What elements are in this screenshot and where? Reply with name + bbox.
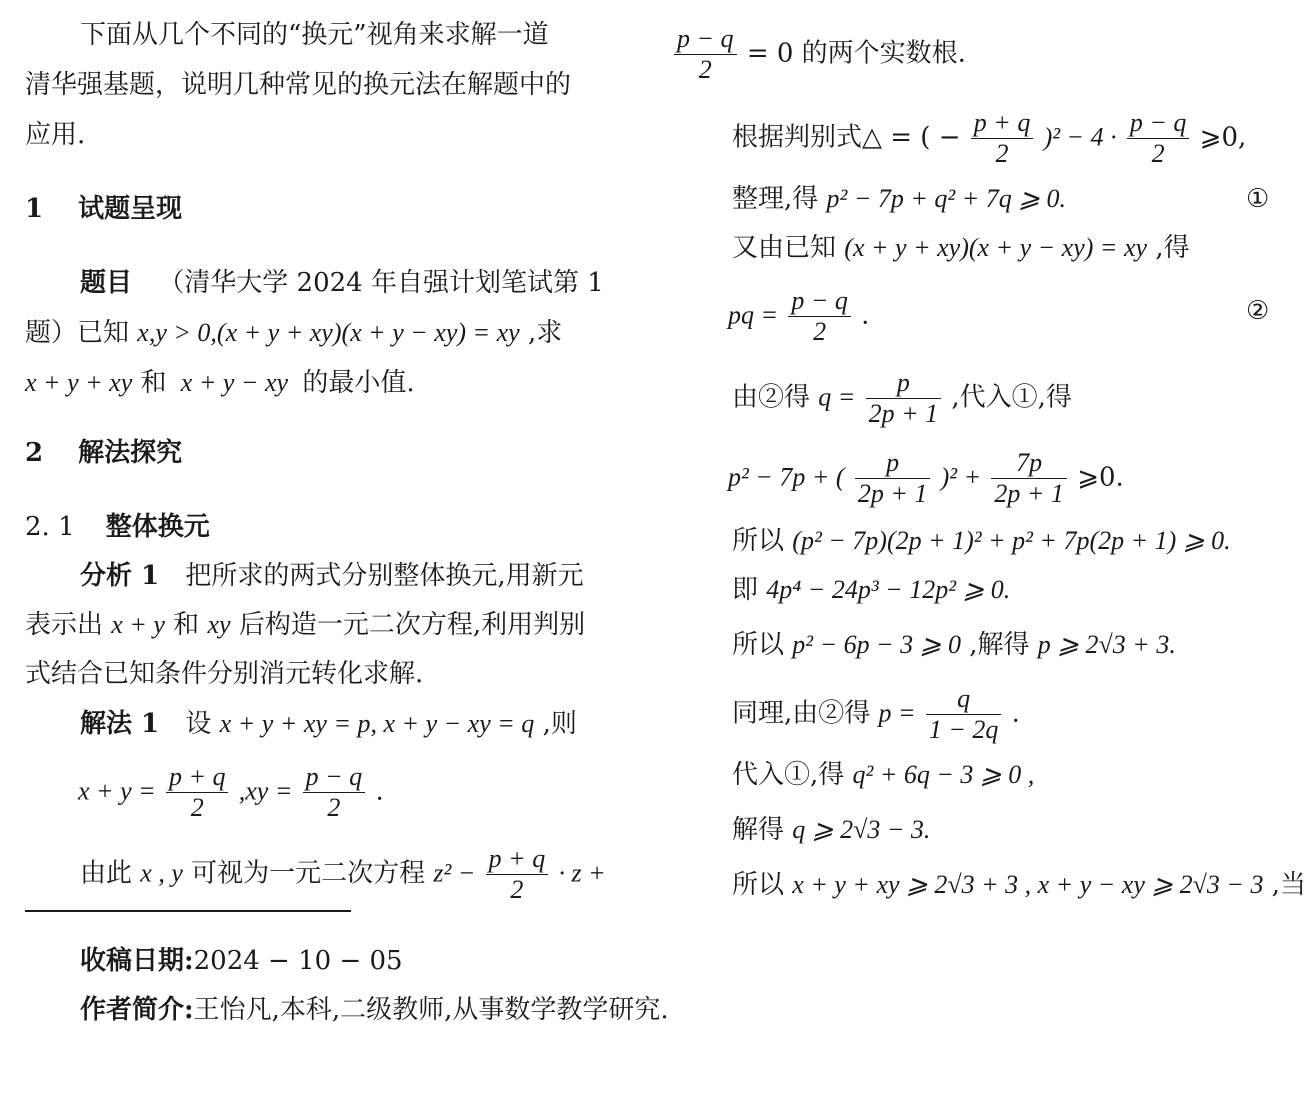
analysis-line-1 — [80, 563, 584, 589]
text: 整理,得 — [732, 184, 819, 214]
text: ,解得 — [969, 630, 1030, 660]
analysis-label: 分析 1 — [80, 561, 160, 591]
fraction-denominator: 2p + 1 — [994, 479, 1064, 508]
text: ,得 — [1155, 233, 1190, 263]
q-solution-line — [732, 817, 930, 843]
solution-math: · z + — [558, 858, 606, 888]
math-expr: x + y = — [78, 776, 156, 806]
fraction-denominator: 2 — [698, 55, 712, 84]
footnote-value: 王怡凡,本科,二级教师,从事数学教学研究. — [193, 995, 669, 1025]
fraction-denominator: 2 — [510, 875, 524, 904]
fraction-numerator: p − q — [674, 26, 737, 55]
subsection-2-1-heading — [25, 514, 210, 540]
solution-text: 设 — [185, 709, 212, 739]
section-1-heading — [25, 196, 182, 222]
symmetric-line — [732, 686, 1020, 743]
fraction-numerator: p + q — [166, 764, 229, 793]
fraction-denominator: 2 — [995, 139, 1009, 168]
fraction-denominator: 2 — [190, 793, 204, 822]
fraction — [674, 26, 737, 83]
section-2-heading — [25, 440, 182, 466]
problem-line-1 — [80, 270, 604, 296]
text: 所以 — [732, 526, 785, 556]
text: 解得 — [732, 815, 785, 845]
fraction — [303, 764, 366, 821]
fraction-numerator: 7p — [991, 450, 1067, 479]
fraction-denominator: 2p + 1 — [868, 399, 939, 428]
problem-math: x + y + xy — [25, 368, 133, 397]
fraction-denominator: 2 — [327, 793, 341, 822]
equation-2-line — [728, 288, 869, 345]
text: 由②得 — [732, 382, 811, 413]
problem-text: ,求 — [527, 318, 563, 348]
section-2-title: 解法探究 — [78, 438, 183, 468]
footnote-value: 2024 − 10 − 05 — [193, 946, 403, 976]
problem-math: x + y − xy — [180, 368, 289, 397]
right-line-top — [672, 26, 966, 83]
problem-line-3 — [25, 370, 415, 396]
solution-text: 可视为一元二次方程 — [191, 858, 426, 889]
fraction — [166, 764, 229, 821]
fraction-denominator: 2 — [1151, 139, 1165, 168]
section-1-title: 试题呈现 — [78, 194, 183, 224]
solution-label: 解法 1 — [80, 709, 160, 739]
fraction-numerator: q — [926, 686, 1002, 715]
polynomial-line — [732, 577, 1010, 603]
solution-line-2 — [78, 764, 384, 821]
substitution-line — [732, 370, 1072, 427]
text: = 0 的两个实数根. — [746, 38, 966, 69]
math-expr: p ⩾ 2√3 + 3. — [1037, 630, 1176, 659]
math-expr: pq = — [728, 300, 779, 330]
math-expr: p = — [878, 698, 916, 728]
math-expr: (x + y + xy)(x + y − xy) = xy — [844, 233, 1148, 262]
problem-label: 题目 — [80, 268, 133, 298]
fraction-denominator: 1 − 2q — [928, 715, 999, 744]
section-2-number: 2 — [25, 438, 44, 468]
fraction-numerator: p − q — [1127, 110, 1190, 139]
text: 同理,由②得 — [732, 698, 871, 729]
footnote-label: 作者简介: — [80, 995, 194, 1025]
fraction — [788, 288, 851, 345]
problem-text: 题）已知 — [25, 318, 130, 348]
fraction-numerator: p — [855, 450, 931, 479]
text: 即 — [732, 575, 759, 605]
math-expr: p² − 6p − 3 ⩾ 0 — [792, 630, 961, 659]
math-expr: p² − 7p + q² + 7q ⩾ 0. — [826, 184, 1067, 213]
text: 代入①,得 — [732, 760, 845, 790]
subsection-number: 2. 1 — [25, 512, 75, 542]
intro-line-3: 应用. — [25, 120, 86, 150]
solution-math: z² − — [433, 858, 476, 888]
given-line — [732, 235, 1190, 261]
section-1-number: 1 — [25, 194, 44, 224]
fraction-denominator: 2p + 1 — [857, 479, 928, 508]
solution-text: ,则 — [542, 709, 577, 739]
solution-line-1 — [80, 711, 577, 737]
text: 又由已知 — [732, 233, 837, 263]
fraction-numerator: p + q — [486, 846, 549, 875]
intro-line-2: 清华强基题，说明几种常见的换元法在解题中的 — [25, 70, 572, 100]
math-expr: 4p⁴ − 24p³ − 12p² ⩾ 0. — [766, 575, 1011, 604]
math-expr: ,xy = — [238, 776, 293, 806]
text: ,代入①,得 — [951, 382, 1072, 413]
analysis-line-2 — [25, 612, 585, 638]
text: 所以 — [732, 870, 785, 900]
text: 所以 — [732, 630, 785, 660]
equation-2-marker: ② — [1246, 296, 1270, 326]
math-expr: q = — [818, 382, 856, 412]
analysis-text: 和 — [173, 610, 200, 640]
subsection-title: 整体换元 — [105, 512, 210, 542]
solution-math: x , y — [140, 858, 183, 888]
math-expr: ⩾0. — [1077, 462, 1124, 493]
problem-text: 和 — [140, 368, 167, 398]
problem-text: 的最小值. — [302, 368, 415, 398]
discriminant-line — [732, 110, 1246, 167]
math-expr: . — [1011, 698, 1020, 729]
solution-text: 由此 — [80, 858, 133, 889]
math-expr: . — [375, 776, 384, 807]
text: ,当 — [1271, 870, 1306, 900]
footnote-label: 收稿日期: — [80, 946, 194, 976]
q-inequality-line — [732, 762, 1034, 788]
analysis-text: 后构造一元二次方程,利用判别 — [238, 610, 586, 640]
fraction — [855, 450, 931, 507]
fraction-numerator: p − q — [788, 288, 851, 317]
fraction — [971, 110, 1034, 167]
analysis-math: xy — [207, 610, 231, 639]
footnote-received — [80, 948, 403, 974]
math-expr: q ⩾ 2√3 − 3. — [792, 815, 931, 844]
problem-math: x,y > 0,(x + y + xy)(x + y − xy) = xy — [137, 318, 520, 347]
fraction — [486, 846, 549, 903]
footnote-divider — [25, 910, 351, 912]
fraction — [991, 450, 1067, 507]
analysis-text: 把所求的两式分别整体换元,用新元 — [185, 561, 584, 591]
analysis-text: 表示出 — [25, 610, 104, 640]
math-expr: . — [861, 300, 870, 331]
fraction — [1127, 110, 1190, 167]
intro-line-1: 下面从几个不同的“换元”视角来求解一道 — [80, 20, 549, 50]
math-expr: )² + — [940, 462, 982, 492]
fraction-numerator: p − q — [303, 764, 366, 793]
analysis-math: x + y — [111, 610, 165, 639]
fraction — [926, 686, 1002, 743]
text: 根据判别式△ = ( − — [732, 122, 961, 153]
math-expr: (p² − 7p)(2p + 1)² + p² + 7p(2p + 1) ⩾ 0. — [792, 526, 1231, 555]
math-expr: ⩾0, — [1199, 122, 1247, 153]
conclusion-line — [732, 872, 1306, 898]
equation-1-marker: ① — [1246, 184, 1270, 214]
problem-source: （清华大学 2024 年自强计划笔试第 1 — [158, 268, 604, 298]
solution-line-3 — [80, 846, 606, 903]
fraction — [866, 370, 942, 427]
analysis-line-3: 式结合已知条件分别消元转化求解. — [25, 659, 424, 689]
math-expr: x + y + xy ⩾ 2√3 + 3 , x + y − xy ⩾ 2√3 − 3 — [792, 870, 1264, 899]
solution-math: x + y + xy = p, x + y − xy = q — [219, 709, 535, 738]
math-expr: )² − 4 · — [1043, 122, 1117, 152]
expanded-line — [732, 528, 1231, 554]
footnote-author — [80, 997, 669, 1023]
problem-line-2 — [25, 320, 562, 346]
p-solution-line — [732, 632, 1176, 658]
equation-1-line — [732, 186, 1066, 212]
fraction-numerator: p — [866, 370, 942, 399]
fraction-denominator: 2 — [813, 317, 827, 346]
inequality-line — [728, 450, 1124, 507]
fraction-numerator: p + q — [971, 110, 1034, 139]
math-expr: q² + 6q − 3 ⩾ 0 , — [852, 760, 1035, 789]
math-expr: p² − 7p + ( — [728, 462, 845, 492]
